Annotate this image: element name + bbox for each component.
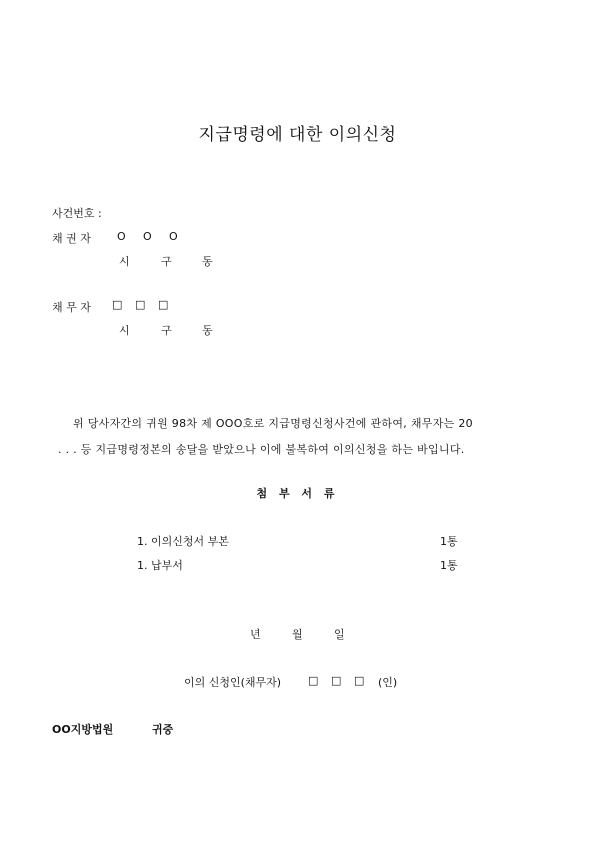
creditor-name-2: O [143,230,152,243]
debtor-label: 채 무 자 [52,301,91,314]
attachment-item-2: 1. 납부서 [137,559,183,572]
date-year-label: 년 [250,628,261,641]
court-suffix: 귀중 [152,723,174,736]
debtor-name-3: □ [158,298,169,311]
attachment-item-1: 1. 이의신청서 부본 [137,535,229,548]
creditor-name-1: O [117,230,126,243]
debtor-name-2: □ [135,298,146,311]
debtor-name-1: □ [112,298,123,311]
body-line-2: . . . 등 지급명령정본의 송달을 받았으나 이에 불복하여 이의신청을 하는 바입니다. [58,443,465,456]
document-title: 지급명령에 대한 이의신청 [198,125,397,145]
creditor-address-si: 시 [119,255,130,268]
applicant-name-2: □ [331,674,342,687]
applicant-name-3: □ [354,674,365,687]
debtor-address-gu: 구 [161,324,172,337]
creditor-name-3: O [169,230,178,243]
creditor-address-gu: 구 [161,255,172,268]
body-line-1: 위 당사자간의 귀원 98차 제 OOO호로 지급명령신청사건에 관하여, 채무자는 20 [73,417,473,430]
applicant-label: 이의 신청인(채무자) [184,676,282,689]
court-name: OO지방법원 [52,723,114,736]
debtor-address-dong: 동 [202,324,213,337]
attachment-count-1: 1통 [440,535,458,548]
creditor-address-dong: 동 [202,255,213,268]
case-number-label: 사건번호 : [52,207,102,220]
attachment-count-2: 1통 [440,559,458,572]
date-day-label: 일 [334,628,345,641]
creditor-label: 채 권 자 [52,232,91,245]
debtor-address-si: 시 [119,324,130,337]
attachments-heading: 첨 부 서 류 [256,487,339,500]
applicant-name-1: □ [308,674,319,687]
applicant-seal: (인) [378,676,398,689]
date-month-label: 월 [292,628,303,641]
